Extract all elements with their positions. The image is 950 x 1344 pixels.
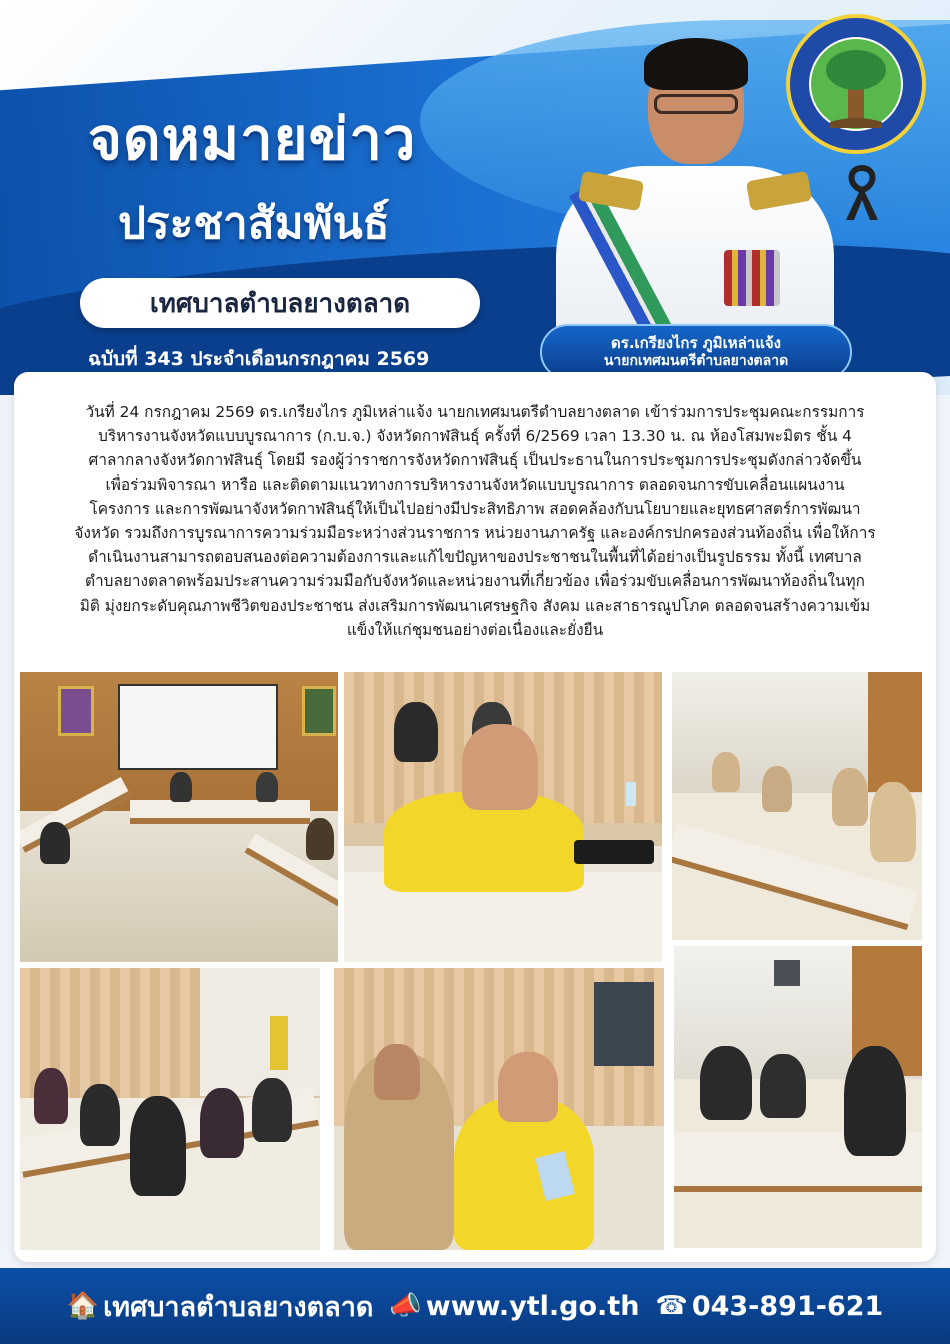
- article-line: ดำเนินงานสามารถตอบสนองต่อความต้องการและแก้ไขปัญหาของประชาชนในพื้นที่ได้อย่างเป็นรูปธรรม ทั้งนี้ เทศบาล: [88, 548, 862, 567]
- mourning-ribbon-icon: [838, 164, 886, 224]
- footer-org-label: เทศบาลตำบลยางตลาด: [103, 1291, 374, 1323]
- megaphone-icon: 📣: [389, 1291, 422, 1321]
- photo-officials-row: [672, 672, 922, 940]
- footer-website-label[interactable]: www.ytl.go.th: [425, 1290, 640, 1322]
- article-line: ตำบลยางตลาดพร้อมประสานความร่วมมือกับจังหวัดและหน่วยงานที่เกี่ยวข้อง เพื่อร่วมขับเคลื่อนการพัฒนาท้องถิ่นในทุก: [85, 572, 865, 591]
- newsletter-subtitle: ประชาสัมพันธ์: [118, 198, 390, 249]
- article-line: มิติ มุ่งยกระดับคุณภาพชีวิตของประชาชน ส่งเสริมการพัฒนาเศรษฐกิจ สังคม และสาธารณูปโภค ตลอดจนสร้างความเข้ม: [79, 596, 871, 615]
- article-line: จังหวัด รวมถึงการบูรณาการความร่วมมือระหว่างส่วนราชการ หน่วยงานภาครัฐ และองค์กรปกครองส่วนท้องถิ่น เพื่อให้การ: [74, 524, 876, 543]
- mayor-name: ดร.เกรียงไกร ภูมิเหล่าแจ้ง: [611, 333, 781, 352]
- article-line: โครงการ และการพัฒนาจังหวัดกาฬสินธุ์ให้เป็นไปอย่างมีประสิทธิภาพ สอดคล้องกับนโยบายและยุทธศาสตร์การพัฒนา: [89, 499, 861, 518]
- article-body: [22, 400, 928, 642]
- article-line: แข็งให้แก่ชุมชนอย่างต่อเนื่องและยั่งยืน: [346, 620, 604, 639]
- newsletter-title: จดหมายข่าว: [88, 105, 417, 173]
- footer-bar: [0, 1268, 950, 1344]
- portrait-glasses: [654, 94, 738, 114]
- issue-number: ฉบับที่ 343 ประจำเดือนกรกฎาคม 2569: [88, 348, 430, 370]
- photo-mayor-at-desk: [344, 672, 662, 962]
- phone-icon: ☎: [655, 1291, 688, 1321]
- mayor-position: นายกเทศมนตรีตำบลยางตลาด: [603, 352, 789, 369]
- photo-attendees-right: [674, 946, 922, 1248]
- organization-label: เทศบาลตำบลยางตลาด: [149, 288, 411, 319]
- organization-name: [80, 278, 480, 328]
- photo-attendees-left: [20, 968, 320, 1250]
- home-icon: 🏠: [66, 1291, 100, 1321]
- article-line: วันที่ 24 กรกฎาคม 2569 ดร.เกรียงไกร ภูมิเหล่าแจ้ง นายกเทศมนตรีตำบลยางตลาด เข้าร่วมการประชุมคณะกรรมการ: [85, 403, 865, 421]
- article-line: เพื่อร่วมพิจารณา หารือ และติดตามแนวทางการบริหารงานจังหวัดแบบบูรณาการ ตลอดจนการขับเคลื่อนแผนงาน: [105, 475, 845, 494]
- article-line: ศาลากลางจังหวัดกาฬสินธุ์ โดยมี รองผู้ว่าราชการจังหวัดกาฬสินธุ์ เป็นประธานในการประชุมการประชุมดังกล่าวจัดขึ้น: [88, 451, 862, 470]
- municipality-logo: [786, 14, 926, 154]
- article-line: บริหารงานจังหวัดแบบบูรณาการ (ก.บ.จ.) จังหวัดกาฬสินธุ์ ครั้งที่ 6/2569 เวลา 13.30 น. ณ ห้องโสมพะมิตร ชั้น 4: [98, 427, 852, 446]
- footer-phone[interactable]: [655, 1291, 883, 1322]
- logo-ring-text: [790, 18, 922, 150]
- photo-meeting-room-wide: [20, 672, 338, 962]
- portrait-hair: [644, 38, 748, 90]
- photo-mayor-greeting: [334, 968, 664, 1250]
- footer-website[interactable]: [389, 1291, 639, 1322]
- portrait-medals: [724, 250, 780, 306]
- footer-phone-label[interactable]: 043-891-621: [691, 1290, 884, 1322]
- footer-org: [67, 1285, 374, 1328]
